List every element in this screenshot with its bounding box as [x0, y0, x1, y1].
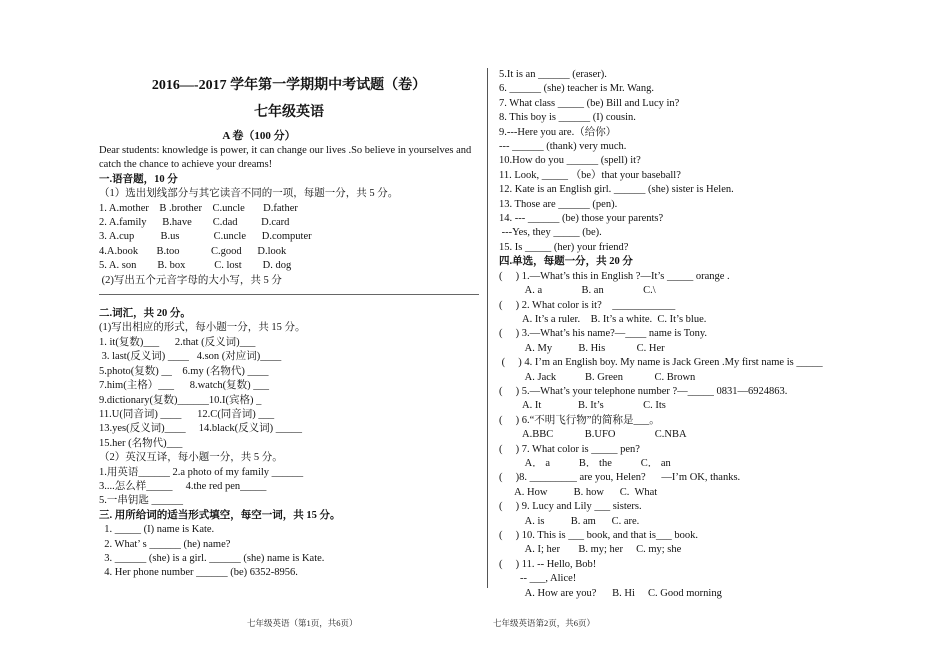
- question-line: A. I; her B. my; her C. my; she: [499, 544, 682, 556]
- section-2-questions: [99, 336, 479, 451]
- question-line: ( ) 7. What color is _____ pen?: [499, 443, 640, 455]
- question-line: 9.dictionary(复数)______10.I(宾格) _: [99, 394, 262, 406]
- question-line: 11.U(同音词) ____ 12.C(同音词) ___: [99, 408, 275, 420]
- question-line: 15.her (名物代)___: [99, 437, 183, 449]
- page-footer-right: 七年级英语第2页，共6页）: [493, 618, 596, 628]
- question-line: ( ) 4. I’m an English boy. My name is Jack Green .My first name is _____: [499, 357, 823, 369]
- question-line: 1.用英语______ 2.a photo of my family ______: [99, 466, 304, 478]
- question-line: ( ) 3.—What’s his name?—____ name is Tony.: [499, 328, 708, 340]
- section-1-instruction: （1）选出划线部分与其它读音不同的一项，每题一分，共 5 分。: [99, 188, 399, 200]
- question-line: ( )8. _________ are you, Helen? —I’m OK, thanks.: [499, 472, 741, 484]
- question-line: ( ) 6.“不明飞行物”的简称是___。: [499, 414, 660, 426]
- question-line: 5. A. son B. box C. lost D. dog: [99, 260, 292, 272]
- question-line: 2. What’ s ______ (he) name?: [99, 538, 231, 550]
- section-2-translation: [99, 466, 479, 509]
- section-4-questions: [499, 270, 919, 601]
- question-line: 3. A.cup B.us C.uncle D.computer: [99, 231, 312, 243]
- question-line: ( ) 5.—What’s your telephone number ?—_____ 0831—6924863.: [499, 385, 788, 397]
- column-divider: [487, 68, 488, 588]
- question-line: A. How are you? B. Hi C. Good morning: [499, 587, 722, 599]
- question-line: A. How B. how C. What: [499, 486, 658, 498]
- question-line: 12. Kate is an English girl. ______ (she) sister is Helen.: [499, 184, 734, 196]
- section-2-instruction: (1)写出相应的形式，每小题一分，共 15 分。: [99, 322, 306, 334]
- question-line: 1. A.mother B .brother C.uncle D.father: [99, 202, 298, 214]
- answer-line: [99, 294, 479, 295]
- question-line: 7.him(主格）___ 8.watch(复数) ___: [99, 380, 270, 392]
- question-line: 3. last(反义词) ____ 4.son (对应词)____: [99, 351, 282, 363]
- question-line: A. It’s a ruler. B. It’s a white. C. It’s blue.: [499, 313, 707, 325]
- question-line: A. It B. It’s C. Its: [499, 400, 666, 412]
- section-1-part-2: (2)写出五个元音字母的大小写，共 5 分: [99, 274, 282, 286]
- question-line: 13. Those are ______ (pen).: [499, 198, 618, 210]
- question-line: ( ) 2. What color is it? ____________: [499, 299, 676, 311]
- question-line: ( ) 1.—What’s this in English ?—It’s _____ orange .: [499, 270, 730, 282]
- section-1-questions: [99, 202, 479, 274]
- question-line: 4.A.book B.too C.good D.look: [99, 245, 287, 257]
- question-line: A. Jack B. Green C. Brown: [499, 371, 696, 383]
- right-column: [499, 68, 919, 601]
- question-line: A． a B． the C． an: [499, 457, 671, 469]
- question-line: A. My B. His C. Her: [499, 342, 665, 354]
- question-line: 1. it(复数)___ 2.that (反义词)___: [99, 336, 256, 348]
- question-line: A. a B. an C.\: [499, 285, 656, 297]
- section-3-continued: [499, 68, 919, 255]
- page-footer-left: 七年级英语（第1页，共6页）: [247, 618, 358, 628]
- exam-title: 2016—-2017 学年第一学期期中考试题（卷）: [151, 78, 427, 93]
- intro-text: Dear students: knowledge is power, it can change our lives .So believe in yourselves and catch the chance to achieve your dreams!: [99, 145, 472, 171]
- question-line: 14. --- ______ (be) those your parents?: [499, 213, 664, 225]
- question-line: 13.yes(反义词)____ 14.black(反义词) _____: [99, 423, 302, 435]
- question-line: 7. What class _____ (be) Bill and Lucy in?: [499, 97, 680, 109]
- question-line: 5.It is an ______ (eraser).: [499, 69, 607, 80]
- question-line: 5.photo(复数) __ 6.my (名物代) ____: [99, 365, 269, 377]
- question-line: 8. This boy is ______ (I) cousin.: [499, 112, 636, 124]
- section-3-title: 三. 用所给词的适当形式填空，每空一词，共 15 分。: [99, 509, 341, 521]
- question-line: --- ______ (thank) very much.: [499, 141, 627, 153]
- section-2-part-2: （2）英汉互译，每小题一分，共 5 分。: [99, 452, 283, 464]
- question-line: -- ___, Alice!: [499, 573, 577, 585]
- question-line: 6. ______ (she) teacher is Mr. Wang.: [499, 83, 654, 95]
- section-a-label: A 卷（100 分）: [222, 130, 296, 142]
- question-line: ( ) 11. -- Hello, Bob!: [499, 558, 597, 570]
- section-2-title: 二.词汇，共 20 分。: [99, 308, 191, 320]
- section-4-title: 四.单选，每题一分，共 20 分: [499, 256, 633, 268]
- question-line: 4. Her phone number ______ (be) 6352-8956.: [99, 567, 298, 579]
- question-line: ( ) 10. This is ___ book, and that is___ book.: [499, 530, 699, 541]
- exam-subject: 七年级英语: [254, 105, 324, 120]
- question-line: ---Yes, they _____ (be).: [499, 227, 602, 239]
- question-line: 11. Look, _____ （be）that your baseball?: [499, 169, 681, 181]
- question-line: 1. _____ (I) name is Kate.: [99, 524, 215, 536]
- section-1-title: 一.语音题，10 分: [99, 173, 178, 185]
- question-line: 2. A.family B.have C.dad D.card: [99, 217, 290, 229]
- question-line: A.BBC B.UFO C.NBA: [499, 429, 687, 441]
- question-line: 3. ______ (she) is a girl. ______ (she) name is Kate.: [99, 552, 325, 564]
- question-line: 9.---Here you are.（给你）: [499, 126, 617, 138]
- left-column: [99, 72, 479, 581]
- question-line: A. is B. am C. are.: [499, 515, 640, 527]
- question-line: 10.How do you ______ (spell) it?: [499, 155, 641, 167]
- question-line: 5.一串钥匙 ______: [99, 495, 183, 507]
- question-line: 3....怎么样_____ 4.the red pen_____: [99, 480, 267, 492]
- question-line: 15. Is _____ (her) your friend?: [499, 241, 629, 253]
- section-3-questions: [99, 523, 479, 581]
- question-line: ( ) 9. Lucy and Lily ___ sisters.: [499, 501, 642, 513]
